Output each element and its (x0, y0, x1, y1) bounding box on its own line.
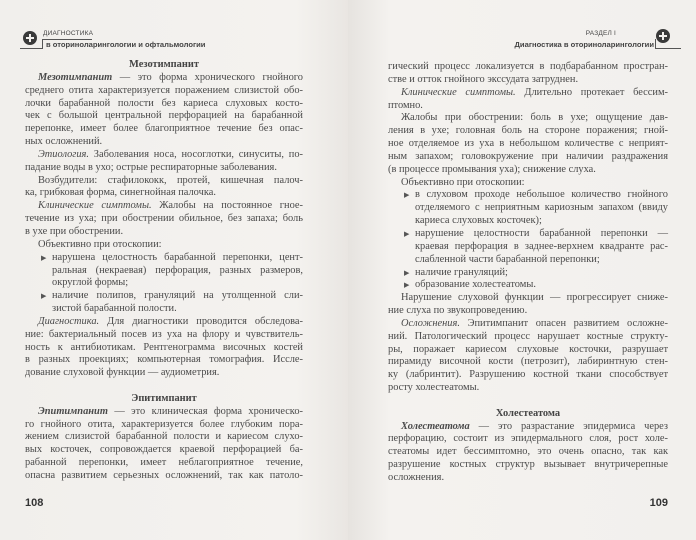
header-rule (20, 48, 43, 49)
line-text: Объективно при отоскопии: (401, 176, 525, 188)
line-text: — это разрастание эпидермиса через (469, 420, 668, 432)
spacer (25, 380, 303, 393)
section-heading: Холестеатома (495, 407, 561, 419)
text-line (388, 112, 668, 125)
text-line (25, 431, 303, 444)
line-text: Длительно протекает бессим- (515, 86, 668, 98)
line-text: перфорацию, состоит из эпидермального слоя, рост холе- (388, 433, 668, 445)
line-text: Для диагностики проводится обследова- (99, 315, 303, 327)
line-text: чек с большой центральной перфорацией на барабанной (25, 110, 303, 122)
text-line (388, 421, 668, 434)
line-text: ральная (некраевая) перфорация, разных размеров, (52, 264, 303, 276)
term: Клинические симптомы. (401, 86, 516, 98)
line-text: ным запахом; головокружение при наличии раздражения (388, 150, 668, 162)
running-header-section: ДИАГНОСТИКА (43, 30, 94, 37)
term: Мезотимпанит (38, 71, 113, 83)
line-text: в ухе при обострении. (25, 225, 124, 237)
line-text: нарушение целостности барабанной перепонки — (415, 227, 668, 239)
text-line (388, 382, 668, 395)
line-text: образование холестеатомы. (415, 279, 536, 291)
term: Эпитимпанит (38, 405, 108, 417)
bullet-list-line (25, 265, 303, 278)
text-line (388, 318, 668, 331)
bullet-list-line (388, 241, 668, 254)
bullet-arrow-icon: ▶ (41, 292, 47, 301)
line-text: жением слизистой барабанной полости и кариесом слухо- (25, 431, 303, 443)
line-text: ления в ухе; головная боль на стороне поражения; гной- (388, 125, 668, 137)
text-line (25, 175, 303, 188)
bullet-arrow-icon: ▶ (41, 253, 47, 262)
line-text: кариеса слуховых косточек); (415, 215, 542, 227)
text-line (25, 213, 303, 226)
text-line (25, 354, 303, 367)
text-line (388, 61, 668, 74)
text-line (25, 162, 303, 175)
line-text: осложнения. (388, 472, 445, 483)
text-line (388, 138, 668, 151)
line-text: течение из уха; при обострении обильное, без запаха; боль (25, 213, 303, 225)
text-line (388, 125, 668, 138)
text-line (388, 369, 668, 382)
line-text: Возбудители: стафилококк, протей, кишечная палоч- (38, 174, 303, 186)
text-line (388, 292, 668, 305)
bullet-list-line (388, 215, 668, 228)
line-text: Заболевания носа, носоглотки, синуситы, по- (88, 148, 303, 160)
running-header-section: РАЗДЕЛ I (585, 30, 616, 37)
running-header-title: Диагностика в оториноларингологии (514, 40, 654, 49)
text-line (388, 472, 668, 485)
bullet-list-line (388, 189, 668, 202)
line-text: наличие полипов, грануляций на утолщенной сли- (52, 290, 303, 302)
bullet-list-line (25, 303, 303, 316)
page-number: 108 (25, 497, 44, 509)
bullet-list-line (388, 254, 668, 267)
text-line (388, 356, 668, 369)
text-line (25, 316, 303, 329)
line-text: разрушение костных структур вызывает внутричерепные (388, 459, 668, 471)
section-heading: Эпитимпанит (131, 392, 197, 404)
line-text: краевая перфорация в заднее-верхнем квадранте рас- (415, 240, 668, 252)
text-line (388, 305, 668, 318)
term: Холестеатома (401, 420, 470, 432)
text-line (388, 446, 668, 459)
line-text: — это форма хронического гнойного (112, 71, 303, 83)
right-page (348, 0, 696, 540)
line-text: в разных проекциях; компьютерная томография. Иссле- (25, 354, 303, 366)
bullet-list-line (388, 228, 668, 241)
line-text: опасна развитием серьезных осложнений, так как патоло- (25, 470, 303, 481)
bullet-list-line (25, 252, 303, 265)
page-text (25, 59, 303, 483)
line-text: стве и отток гнойного экссудата затруднен. (388, 73, 579, 85)
line-text: ка, грибковая форма, синегнойная палочка. (25, 187, 216, 199)
line-text: ры, поражает кариесом слуховые косточки, разрушает (388, 343, 668, 355)
bullet-list-line (388, 267, 668, 280)
bullet-arrow-icon: ▶ (404, 268, 410, 277)
line-text: дование слуховой функции — аудиометрия. (25, 367, 220, 379)
text-line (25, 444, 303, 457)
text-line (388, 177, 668, 190)
line-text: Нарушение слуховой функции — прогрессирует сниже- (401, 292, 668, 304)
text-line (25, 367, 303, 380)
text-line (25, 85, 303, 98)
text-line (388, 151, 668, 164)
line-text: стеатомы идет бессимптомно, это очень опасно, так как (388, 446, 668, 458)
text-line (25, 342, 303, 355)
text-line (388, 74, 668, 87)
line-text: Жалобы при обострении: боль в ухе; ощущение дав- (401, 112, 668, 124)
bullet-list-line (25, 290, 303, 303)
spacer (388, 395, 668, 408)
text-line (388, 100, 668, 113)
bullet-arrow-icon: ▶ (404, 191, 410, 200)
text-line (25, 72, 303, 85)
line-text: Объективно при отоскопии: (38, 238, 162, 250)
line-text: вых косточек, сопровождается краевой перфорацией ба- (25, 444, 303, 456)
text-line (388, 87, 668, 100)
page-number: 109 (649, 497, 668, 509)
line-text: — это клиническая форма хроническо- (107, 405, 303, 417)
line-text: наличие грануляций; (415, 266, 508, 278)
line-text: отделяемого с неприятным кариозным запахом (ввиду (415, 202, 668, 214)
text-line (388, 344, 668, 357)
line-text: слабленной части барабанной перепонки; (415, 253, 600, 265)
text-line (25, 123, 303, 136)
term: Этиология. (38, 148, 89, 160)
bullet-arrow-icon: ▶ (404, 229, 410, 238)
text-line (25, 239, 303, 252)
line-text: го гнойного отита, характеризуется более глубоким пора- (25, 418, 303, 430)
text-line (25, 149, 303, 162)
line-text: ных осложнений. (25, 136, 103, 148)
term: Осложнения. (401, 317, 460, 329)
line-text: падание воды в ухо; острые респираторные заболевания. (25, 161, 277, 173)
term: Диагностика. (38, 315, 100, 327)
line-text: в слуховом проходе небольшое количество гнойного (415, 189, 668, 201)
line-text: зистой барабанной полости. (52, 303, 177, 315)
line-text: росту холестеатомы. (388, 382, 480, 394)
line-text: ное отделяемое из уха в небольшом количестве с неприят- (388, 138, 668, 150)
line-text: (в процессе промывания уха); снижение слуха. (388, 163, 596, 175)
line-text: ний. Патологический процесс нарушает костные структу- (388, 330, 668, 342)
text-line (25, 457, 303, 470)
plus-circle-icon (23, 31, 37, 45)
page-text (388, 61, 668, 485)
bullet-list-line (388, 279, 668, 292)
line-text: рабанной перепонки, имеет неблагоприятное течение, (25, 457, 303, 469)
text-line (388, 459, 668, 472)
plus-circle-icon (656, 29, 670, 43)
line-text: среднего отита характеризуется поражением слизистой обо- (25, 84, 303, 96)
line-text: пирамиду височной кости (петрозит), лабиринтную стен- (388, 356, 668, 368)
bullet-arrow-icon: ▶ (404, 281, 410, 290)
section-heading: Мезотимпанит (129, 59, 199, 70)
line-text: нарушена целостность барабанной перепонки, цент- (52, 251, 303, 263)
text-line (25, 470, 303, 483)
running-header-title: в оториноларингологии и офтальмологии (46, 40, 206, 49)
line-text: ние: бактериальный посев из уха на флору и чувствитель- (25, 328, 303, 340)
text-line (25, 187, 303, 200)
header-rule (655, 48, 681, 49)
line-text: ние слуха по звукопроведению. (388, 305, 528, 317)
text-line (25, 200, 303, 213)
line-text: округлой формы; (52, 277, 129, 289)
line-text: перепонке, имеет более благоприятное течение без опас- (25, 123, 303, 135)
text-line (25, 110, 303, 123)
text-line (25, 329, 303, 342)
term: Клинические симптомы. (38, 200, 152, 212)
text-line (388, 433, 668, 446)
line-text: гический процесс локализуется в подбарабанном простран- (388, 61, 668, 72)
text-line (25, 136, 303, 149)
text-line (25, 226, 303, 239)
text-line (25, 98, 303, 111)
bullet-list-line (388, 202, 668, 215)
text-line (25, 406, 303, 419)
line-text: птомно. (388, 99, 423, 111)
text-line (388, 164, 668, 177)
line-text: ку (лабринтит). Разрушению костной ткани способствует (388, 369, 668, 381)
line-text: Эпитимпанит опасен развитием осложне- (459, 317, 668, 329)
text-line (388, 331, 668, 344)
line-text: лочки барабанной полости без кариеса слуховых косто- (25, 97, 303, 109)
line-text: Жалобы на постоянное гное- (151, 200, 303, 212)
bullet-list-line (25, 277, 303, 290)
text-line (25, 419, 303, 432)
line-text: ность к антибиотикам. Рентгенограмма височных костей (25, 341, 303, 353)
